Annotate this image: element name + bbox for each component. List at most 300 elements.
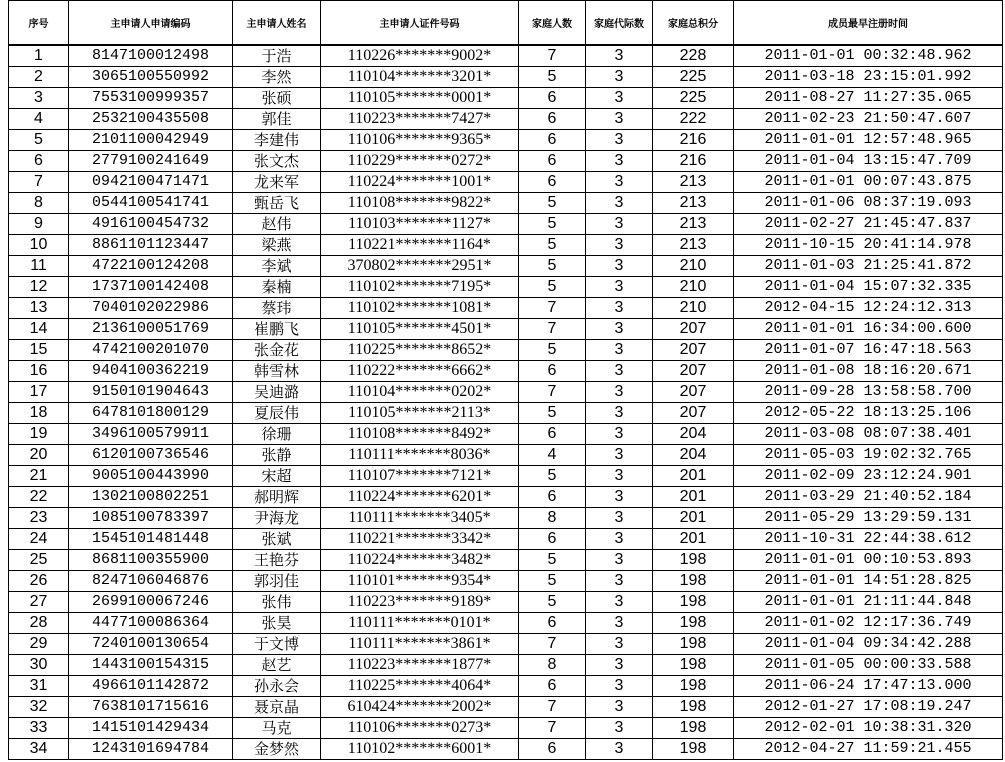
cell-application-code: 2136100051769: [69, 319, 233, 340]
cell-application-code: 4966101142872: [69, 676, 233, 697]
table-row: [9, 151, 1003, 172]
cell-family-size: 7: [519, 697, 586, 718]
cell-id-number: 110224*******6201*: [321, 487, 519, 508]
table-row: [9, 214, 1003, 235]
cell-id-number: 610424*******2002*: [321, 697, 519, 718]
cell-applicant-name: 秦楠: [233, 277, 321, 298]
table-row: [9, 235, 1003, 256]
cell-applicant-name: 聂京晶: [233, 697, 321, 718]
cell-registration-time: 2012-04-27 11:59:21.455: [734, 739, 1003, 760]
cell-family-size: 7: [519, 382, 586, 403]
header-earliest-registration: 成员最早注册时间: [734, 1, 1003, 46]
cell-family-size: 5: [519, 67, 586, 88]
cell-id-number: 110223*******7427*: [321, 109, 519, 130]
cell-application-code: 3065100550992: [69, 67, 233, 88]
table-row: [9, 67, 1003, 88]
cell-application-code: 1737100142408: [69, 277, 233, 298]
table-header: [9, 1, 1003, 46]
cell-index: 10: [9, 235, 69, 256]
table-row: [9, 697, 1003, 718]
cell-id-number: 110105*******0001*: [321, 88, 519, 109]
cell-registration-time: 2011-01-01 00:32:48.962: [734, 45, 1003, 67]
cell-total-score: 210: [653, 277, 734, 298]
cell-applicant-name: 张金花: [233, 340, 321, 361]
cell-index: 29: [9, 634, 69, 655]
cell-applicant-name: 宋超: [233, 466, 321, 487]
cell-applicant-name: 崔鹏飞: [233, 319, 321, 340]
cell-id-number: 110221*******1164*: [321, 235, 519, 256]
cell-index: 14: [9, 319, 69, 340]
cell-id-number: 110105*******2113*: [321, 403, 519, 424]
table-row: [9, 466, 1003, 487]
cell-applicant-name: 徐珊: [233, 424, 321, 445]
cell-application-code: 6120100736546: [69, 445, 233, 466]
cell-total-score: 213: [653, 172, 734, 193]
cell-generations: 3: [586, 235, 653, 256]
cell-application-code: 1302100802251: [69, 487, 233, 508]
cell-total-score: 201: [653, 529, 734, 550]
cell-generations: 3: [586, 193, 653, 214]
cell-id-number: 110105*******4501*: [321, 319, 519, 340]
table-row: [9, 529, 1003, 550]
cell-family-size: 5: [519, 592, 586, 613]
cell-generations: 3: [586, 634, 653, 655]
cell-family-size: 7: [519, 718, 586, 739]
cell-applicant-name: 张硕: [233, 88, 321, 109]
cell-generations: 3: [586, 676, 653, 697]
cell-family-size: 5: [519, 193, 586, 214]
cell-family-size: 6: [519, 109, 586, 130]
cell-generations: 3: [586, 550, 653, 571]
cell-application-code: 9005100443990: [69, 466, 233, 487]
cell-total-score: 207: [653, 340, 734, 361]
cell-registration-time: 2011-01-04 15:07:32.335: [734, 277, 1003, 298]
table-row: [9, 655, 1003, 676]
cell-registration-time: 2011-01-01 21:11:44.848: [734, 592, 1003, 613]
cell-id-number: 110229*******0272*: [321, 151, 519, 172]
cell-generations: 3: [586, 697, 653, 718]
cell-applicant-name: 王艳芬: [233, 550, 321, 571]
cell-family-size: 7: [519, 319, 586, 340]
cell-index: 2: [9, 67, 69, 88]
cell-application-code: 3496100579911: [69, 424, 233, 445]
header-applicant-name: 主申请人姓名: [233, 1, 321, 46]
cell-index: 20: [9, 445, 69, 466]
cell-total-score: 198: [653, 592, 734, 613]
cell-index: 33: [9, 718, 69, 739]
cell-applicant-name: 蔡玮: [233, 298, 321, 319]
table-row: [9, 487, 1003, 508]
table-body: [9, 45, 1003, 760]
cell-index: 25: [9, 550, 69, 571]
cell-registration-time: 2011-02-09 23:12:24.901: [734, 466, 1003, 487]
cell-family-size: 6: [519, 613, 586, 634]
applicant-score-table: [8, 0, 1003, 760]
header-application-code: 主申请人申请编码: [69, 1, 233, 46]
cell-generations: 3: [586, 151, 653, 172]
cell-id-number: 110108*******9822*: [321, 193, 519, 214]
cell-application-code: 2532100435508: [69, 109, 233, 130]
cell-index: 8: [9, 193, 69, 214]
cell-registration-time: 2011-01-08 18:16:20.671: [734, 361, 1003, 382]
cell-generations: 3: [586, 529, 653, 550]
table-row: [9, 550, 1003, 571]
cell-registration-time: 2011-05-29 13:29:59.131: [734, 508, 1003, 529]
cell-registration-time: 2011-09-28 13:58:58.700: [734, 382, 1003, 403]
table-row: [9, 508, 1003, 529]
header-id-number: 主申请人证件号码: [321, 1, 519, 46]
cell-total-score: 207: [653, 382, 734, 403]
cell-applicant-name: 张伟: [233, 592, 321, 613]
cell-applicant-name: 张文杰: [233, 151, 321, 172]
cell-generations: 3: [586, 298, 653, 319]
cell-id-number: 110103*******1127*: [321, 214, 519, 235]
cell-applicant-name: 李建伟: [233, 130, 321, 151]
cell-id-number: 110106*******9365*: [321, 130, 519, 151]
cell-total-score: 213: [653, 193, 734, 214]
cell-applicant-name: 梁燕: [233, 235, 321, 256]
cell-applicant-name: 张静: [233, 445, 321, 466]
cell-family-size: 5: [519, 571, 586, 592]
cell-total-score: 198: [653, 718, 734, 739]
cell-total-score: 198: [653, 634, 734, 655]
cell-application-code: 1243101694784: [69, 739, 233, 760]
cell-application-code: 7638101715616: [69, 697, 233, 718]
cell-application-code: 7040102022986: [69, 298, 233, 319]
table-row: [9, 361, 1003, 382]
cell-family-size: 7: [519, 634, 586, 655]
cell-registration-time: 2011-01-01 16:34:00.600: [734, 319, 1003, 340]
cell-total-score: 198: [653, 676, 734, 697]
cell-generations: 3: [586, 718, 653, 739]
cell-generations: 3: [586, 172, 653, 193]
cell-total-score: 210: [653, 256, 734, 277]
cell-generations: 3: [586, 130, 653, 151]
cell-applicant-name: 郭羽佳: [233, 571, 321, 592]
cell-registration-time: 2011-01-01 14:51:28.825: [734, 571, 1003, 592]
cell-registration-time: 2011-01-05 00:00:33.588: [734, 655, 1003, 676]
cell-total-score: 198: [653, 571, 734, 592]
cell-family-size: 6: [519, 361, 586, 382]
cell-registration-time: 2011-01-03 21:25:41.872: [734, 256, 1003, 277]
ranking-sheet: [8, 0, 1002, 760]
cell-application-code: 7240100130654: [69, 634, 233, 655]
table-row: [9, 172, 1003, 193]
cell-index: 6: [9, 151, 69, 172]
cell-registration-time: 2011-05-03 19:02:32.765: [734, 445, 1003, 466]
cell-family-size: 6: [519, 676, 586, 697]
header-total-score: 家庭总积分: [653, 1, 734, 46]
cell-index: 19: [9, 424, 69, 445]
cell-registration-time: 2011-01-01 00:10:53.893: [734, 550, 1003, 571]
cell-family-size: 5: [519, 256, 586, 277]
cell-registration-time: 2011-01-04 13:15:47.709: [734, 151, 1003, 172]
cell-generations: 3: [586, 613, 653, 634]
cell-applicant-name: 吴迪潞: [233, 382, 321, 403]
cell-family-size: 6: [519, 739, 586, 760]
cell-id-number: 110111*******3405*: [321, 508, 519, 529]
cell-family-size: 6: [519, 424, 586, 445]
cell-applicant-name: 张斌: [233, 529, 321, 550]
table-row: [9, 88, 1003, 109]
cell-total-score: 204: [653, 424, 734, 445]
cell-index: 13: [9, 298, 69, 319]
cell-registration-time: 2011-03-08 08:07:38.401: [734, 424, 1003, 445]
cell-index: 28: [9, 613, 69, 634]
cell-index: 30: [9, 655, 69, 676]
table-row: [9, 298, 1003, 319]
cell-id-number: 110108*******8492*: [321, 424, 519, 445]
cell-registration-time: 2011-06-24 17:47:13.000: [734, 676, 1003, 697]
cell-application-code: 2699100067246: [69, 592, 233, 613]
cell-index: 7: [9, 172, 69, 193]
cell-generations: 3: [586, 487, 653, 508]
cell-index: 24: [9, 529, 69, 550]
cell-total-score: 198: [653, 655, 734, 676]
header-index: 序号: [9, 1, 69, 46]
cell-generations: 3: [586, 382, 653, 403]
cell-id-number: 110111*******0101*: [321, 613, 519, 634]
cell-applicant-name: 尹海龙: [233, 508, 321, 529]
cell-id-number: 110226*******9002*: [321, 45, 519, 67]
cell-id-number: 110224*******1001*: [321, 172, 519, 193]
cell-index: 32: [9, 697, 69, 718]
cell-total-score: 198: [653, 550, 734, 571]
cell-registration-time: 2011-02-27 21:45:47.837: [734, 214, 1003, 235]
cell-registration-time: 2011-10-15 20:41:14.978: [734, 235, 1003, 256]
cell-generations: 3: [586, 109, 653, 130]
cell-index: 34: [9, 739, 69, 760]
cell-application-code: 2101100042949: [69, 130, 233, 151]
table-row: [9, 340, 1003, 361]
cell-index: 21: [9, 466, 69, 487]
cell-total-score: 204: [653, 445, 734, 466]
cell-registration-time: 2011-03-18 23:15:01.992: [734, 67, 1003, 88]
cell-family-size: 7: [519, 45, 586, 67]
cell-generations: 3: [586, 67, 653, 88]
cell-id-number: 110107*******7121*: [321, 466, 519, 487]
cell-id-number: 110223*******1877*: [321, 655, 519, 676]
cell-id-number: 110225*******8652*: [321, 340, 519, 361]
cell-application-code: 2779100241649: [69, 151, 233, 172]
cell-id-number: 110225*******4064*: [321, 676, 519, 697]
cell-total-score: 198: [653, 739, 734, 760]
cell-application-code: 9404100362219: [69, 361, 233, 382]
header-generations: 家庭代际数: [586, 1, 653, 46]
cell-family-size: 5: [519, 340, 586, 361]
cell-family-size: 6: [519, 529, 586, 550]
cell-registration-time: 2011-03-29 21:40:52.184: [734, 487, 1003, 508]
cell-applicant-name: 李然: [233, 67, 321, 88]
cell-total-score: 207: [653, 361, 734, 382]
cell-family-size: 8: [519, 508, 586, 529]
cell-registration-time: 2011-01-07 16:47:18.563: [734, 340, 1003, 361]
cell-generations: 3: [586, 256, 653, 277]
cell-applicant-name: 龙来军: [233, 172, 321, 193]
cell-total-score: 201: [653, 508, 734, 529]
cell-index: 16: [9, 361, 69, 382]
table-row: [9, 613, 1003, 634]
cell-family-size: 6: [519, 172, 586, 193]
cell-id-number: 110106*******0273*: [321, 718, 519, 739]
cell-index: 12: [9, 277, 69, 298]
cell-application-code: 8861101123447: [69, 235, 233, 256]
cell-application-code: 4742100201070: [69, 340, 233, 361]
cell-id-number: 370802*******2951*: [321, 256, 519, 277]
cell-application-code: 4477100086364: [69, 613, 233, 634]
cell-application-code: 1443100154315: [69, 655, 233, 676]
cell-registration-time: 2011-01-01 00:07:43.875: [734, 172, 1003, 193]
cell-application-code: 1415101429434: [69, 718, 233, 739]
cell-registration-time: 2011-01-01 12:57:48.965: [734, 130, 1003, 151]
cell-registration-time: 2012-01-27 17:08:19.247: [734, 697, 1003, 718]
cell-index: 26: [9, 571, 69, 592]
cell-family-size: 5: [519, 466, 586, 487]
cell-generations: 3: [586, 361, 653, 382]
cell-application-code: 8147100012498: [69, 45, 233, 67]
cell-total-score: 228: [653, 45, 734, 67]
cell-index: 5: [9, 130, 69, 151]
cell-application-code: 1545101481448: [69, 529, 233, 550]
cell-total-score: 216: [653, 130, 734, 151]
table-row: [9, 382, 1003, 403]
cell-generations: 3: [586, 340, 653, 361]
cell-index: 9: [9, 214, 69, 235]
cell-id-number: 110111*******8036*: [321, 445, 519, 466]
table-row: [9, 319, 1003, 340]
cell-id-number: 110223*******9189*: [321, 592, 519, 613]
cell-generations: 3: [586, 466, 653, 487]
cell-registration-time: 2011-01-06 08:37:19.093: [734, 193, 1003, 214]
cell-index: 22: [9, 487, 69, 508]
cell-family-size: 6: [519, 130, 586, 151]
cell-id-number: 110104*******0202*: [321, 382, 519, 403]
cell-applicant-name: 郝明辉: [233, 487, 321, 508]
table-row: [9, 739, 1003, 760]
cell-family-size: 5: [519, 277, 586, 298]
cell-total-score: 213: [653, 214, 734, 235]
cell-generations: 3: [586, 592, 653, 613]
cell-registration-time: 2011-02-23 21:50:47.607: [734, 109, 1003, 130]
table-row: [9, 256, 1003, 277]
header-row: [9, 1, 1003, 46]
cell-total-score: 210: [653, 298, 734, 319]
table-row: [9, 676, 1003, 697]
cell-applicant-name: 李斌: [233, 256, 321, 277]
cell-family-size: 5: [519, 214, 586, 235]
cell-family-size: 6: [519, 88, 586, 109]
cell-total-score: 201: [653, 487, 734, 508]
cell-total-score: 216: [653, 151, 734, 172]
cell-total-score: 201: [653, 466, 734, 487]
cell-generations: 3: [586, 424, 653, 445]
cell-generations: 3: [586, 88, 653, 109]
cell-application-code: 4722100124208: [69, 256, 233, 277]
cell-application-code: 9150101904643: [69, 382, 233, 403]
cell-application-code: 4916100454732: [69, 214, 233, 235]
cell-total-score: 198: [653, 613, 734, 634]
table-row: [9, 718, 1003, 739]
cell-family-size: 5: [519, 235, 586, 256]
table-row: [9, 130, 1003, 151]
cell-index: 4: [9, 109, 69, 130]
cell-id-number: 110104*******3201*: [321, 67, 519, 88]
cell-application-code: 1085100783397: [69, 508, 233, 529]
table-row: [9, 592, 1003, 613]
table-row: [9, 403, 1003, 424]
cell-id-number: 110102*******1081*: [321, 298, 519, 319]
cell-generations: 3: [586, 45, 653, 67]
cell-applicant-name: 郭佳: [233, 109, 321, 130]
cell-index: 1: [9, 45, 69, 67]
cell-applicant-name: 赵艺: [233, 655, 321, 676]
cell-id-number: 110102*******6001*: [321, 739, 519, 760]
cell-application-code: 6478101800129: [69, 403, 233, 424]
cell-registration-time: 2012-02-01 10:38:31.320: [734, 718, 1003, 739]
table-row: [9, 193, 1003, 214]
cell-generations: 3: [586, 508, 653, 529]
cell-total-score: 207: [653, 403, 734, 424]
cell-id-number: 110222*******6662*: [321, 361, 519, 382]
cell-family-size: 4: [519, 445, 586, 466]
cell-generations: 3: [586, 571, 653, 592]
cell-application-code: 7553100999357: [69, 88, 233, 109]
cell-index: 23: [9, 508, 69, 529]
cell-family-size: 6: [519, 487, 586, 508]
cell-family-size: 5: [519, 403, 586, 424]
cell-applicant-name: 张昊: [233, 613, 321, 634]
cell-index: 27: [9, 592, 69, 613]
cell-total-score: 225: [653, 88, 734, 109]
cell-family-size: 5: [519, 550, 586, 571]
cell-applicant-name: 甄岳飞: [233, 193, 321, 214]
cell-family-size: 6: [519, 151, 586, 172]
cell-applicant-name: 于文博: [233, 634, 321, 655]
cell-index: 18: [9, 403, 69, 424]
cell-registration-time: 2012-04-15 12:24:12.313: [734, 298, 1003, 319]
cell-id-number: 110224*******3482*: [321, 550, 519, 571]
cell-total-score: 213: [653, 235, 734, 256]
cell-registration-time: 2011-08-27 11:27:35.065: [734, 88, 1003, 109]
table-row: [9, 571, 1003, 592]
cell-index: 3: [9, 88, 69, 109]
cell-total-score: 207: [653, 319, 734, 340]
cell-application-code: 8247106046876: [69, 571, 233, 592]
cell-index: 31: [9, 676, 69, 697]
table-row: [9, 634, 1003, 655]
cell-registration-time: 2012-05-22 18:13:25.106: [734, 403, 1003, 424]
table-row: [9, 277, 1003, 298]
cell-id-number: 110111*******3861*: [321, 634, 519, 655]
cell-applicant-name: 于浩: [233, 45, 321, 67]
cell-application-code: 0544100541741: [69, 193, 233, 214]
table-row: [9, 424, 1003, 445]
cell-id-number: 110101*******9354*: [321, 571, 519, 592]
cell-total-score: 225: [653, 67, 734, 88]
cell-total-score: 198: [653, 697, 734, 718]
cell-generations: 3: [586, 403, 653, 424]
cell-index: 17: [9, 382, 69, 403]
table-row: [9, 45, 1003, 67]
cell-generations: 3: [586, 655, 653, 676]
cell-applicant-name: 马克: [233, 718, 321, 739]
cell-generations: 3: [586, 739, 653, 760]
cell-applicant-name: 韩雪林: [233, 361, 321, 382]
cell-generations: 3: [586, 445, 653, 466]
cell-applicant-name: 夏辰伟: [233, 403, 321, 424]
cell-applicant-name: 赵伟: [233, 214, 321, 235]
cell-generations: 3: [586, 214, 653, 235]
